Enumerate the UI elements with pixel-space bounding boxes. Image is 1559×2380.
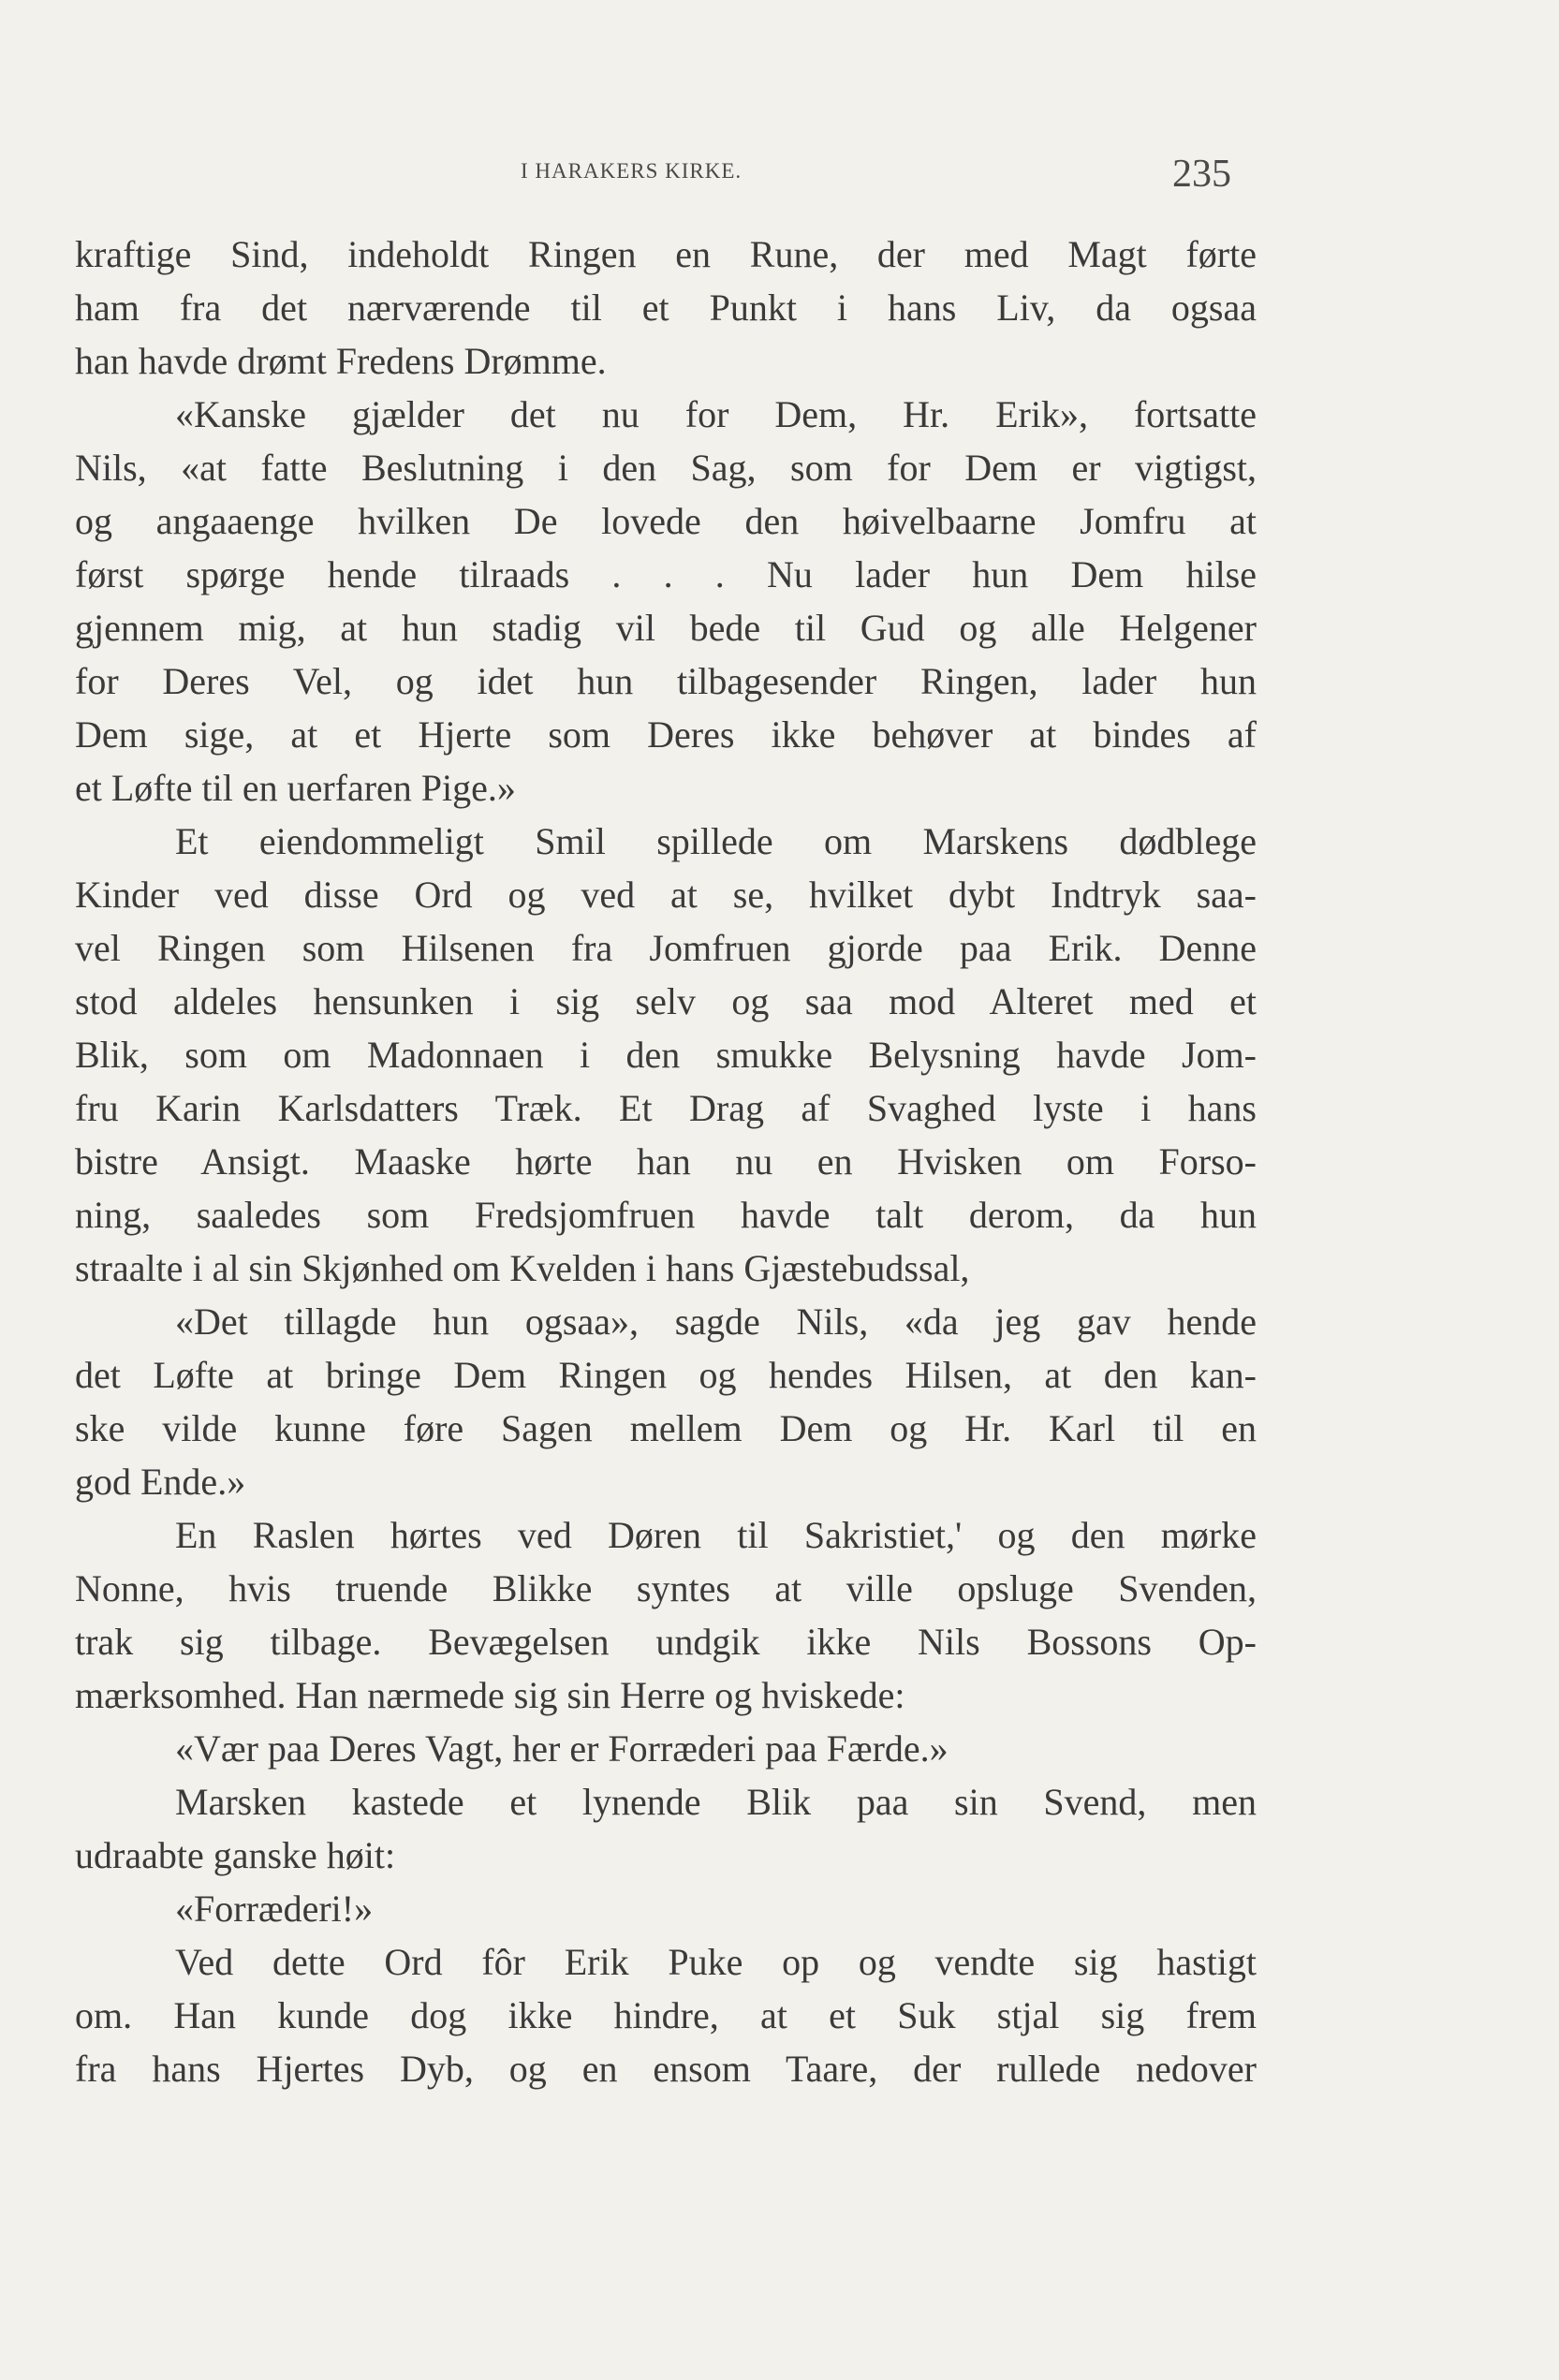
text-line: Marsken kastede et lynende Blik paa sin Svend, men [175, 1781, 1257, 1823]
text-line: Dem sige, at et Hjerte som Deres ikke behøver at bindes af [75, 713, 1257, 756]
text-line: han havde drømt Fredens Drømme. [75, 340, 607, 382]
running-head: I HARAKERS KIRKE. [521, 159, 743, 183]
text-line: «Kanske gjælder det nu for Dem, Hr. Erik», fortsatte [175, 393, 1257, 435]
text-line: straalte i al sin Skjønhed om Kvelden i hans Gjæstebudssal, [75, 1247, 970, 1289]
text-line: trak sig tilbage. Bevægelsen undgik ikke Nils Bossons Op- [75, 1621, 1257, 1663]
text-line: Nils, «at fatte Beslutning i den Sag, som for Dem er vigtigst, [75, 447, 1257, 489]
text-line: Et eiendommeligt Smil spillede om Marskens dødblege [175, 820, 1257, 862]
text-line: udraabte ganske høit: [75, 1834, 396, 1876]
text-line: «Det tillagde hun ogsaa», sagde Nils, «da jeg gav hende [175, 1300, 1257, 1343]
text-line: ske vilde kunne føre Sagen mellem Dem og Hr. Karl til en [75, 1407, 1257, 1449]
text-line: Ved dette Ord fôr Erik Puke op og vendte sig hastigt [175, 1941, 1257, 1983]
text-line: mærksomhed. Han nærmede sig sin Herre og hviskede: [75, 1674, 905, 1716]
text-body [75, 228, 1257, 2095]
text-line: «Forræderi!» [175, 1888, 374, 1930]
text-line: gjennem mig, at hun stadig vil bede til Gud og alle Helgener [75, 607, 1257, 649]
text-line: fra hans Hjertes Dyb, og en ensom Taare, der rullede nedover [75, 2048, 1257, 2090]
text-line: ning, saaledes som Fredsjomfruen havde talt derom, da hun [75, 1194, 1257, 1236]
text-line: kraftige Sind, indeholdt Ringen en Rune, der med Magt førte [75, 233, 1257, 275]
text-line: først spørge hende tilraads . . . Nu lader hun Dem hilse [75, 553, 1257, 595]
page-number: 235 [1172, 153, 1231, 196]
text-line: fru Karin Karlsdatters Træk. Et Drag af Svaghed lyste i hans [75, 1087, 1257, 1129]
text-line: stod aldeles hensunken i sig selv og saa mod Alteret med et [75, 980, 1257, 1022]
text-line: «Vær paa Deres Vagt, her er Forræderi paa Færde.» [175, 1727, 949, 1770]
text-line: ham fra det nærværende til et Punkt i hans Liv, da ogsaa [75, 286, 1257, 329]
text-line: et Løfte til en uerfaren Pige.» [75, 767, 516, 809]
text-line: og angaaenge hvilken De lovede den høivelbaarne Jomfru at [75, 500, 1257, 542]
text-line: god Ende.» [75, 1461, 246, 1503]
text-line: om. Han kunde dog ikke hindre, at et Suk stjal sig frem [75, 1994, 1257, 2036]
text-line: Kinder ved disse Ord og ved at se, hvilket dybt Indtryk saa- [75, 874, 1257, 916]
text-line: vel Ringen som Hilsenen fra Jomfruen gjorde paa Erik. Denne [75, 927, 1257, 969]
text-line: Nonne, hvis truende Blikke syntes at ville opsluge Svenden, [75, 1567, 1257, 1609]
text-line: det Løfte at bringe Dem Ringen og hendes Hilsen, at den kan- [75, 1354, 1257, 1396]
text-line: En Raslen hørtes ved Døren til Sakristiet,' og den mørke [175, 1514, 1257, 1556]
text-line: Blik, som om Madonnaen i den smukke Belysning havde Jom- [75, 1034, 1257, 1076]
text-line: for Deres Vel, og idet hun tilbagesender Ringen, lader hun [75, 660, 1257, 702]
text-line: bistre Ansigt. Maaske hørte han nu en Hvisken om Forso- [75, 1140, 1257, 1183]
